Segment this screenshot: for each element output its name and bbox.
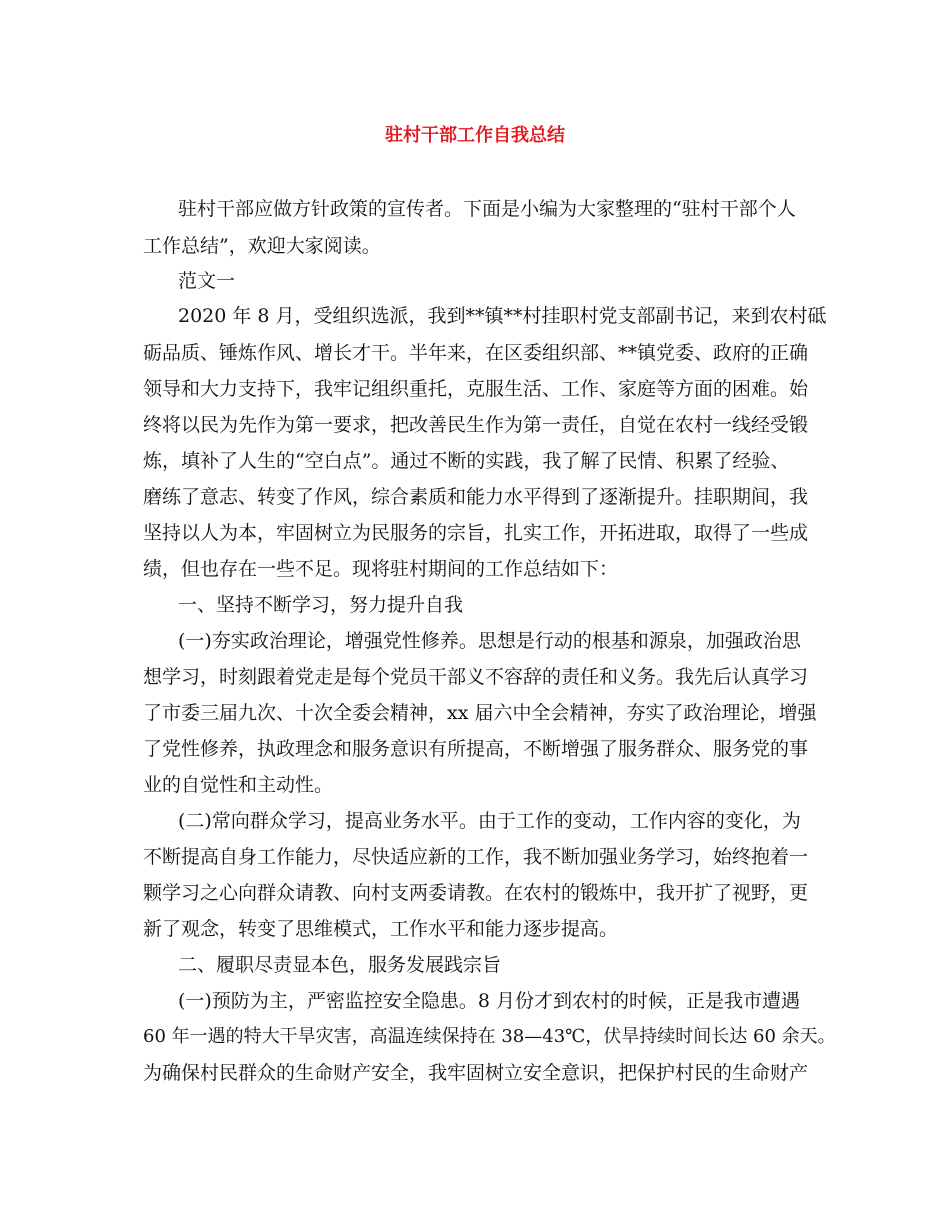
paragraph-line: 业的自觉性和主动性。 [143, 774, 334, 796]
paragraph-line: 驻村干部应做方针政策的宣传者。下面是小编为大家整理的“驻村干部个人 [178, 198, 796, 220]
paragraph-line: 炼，填补了人生的“空白点”。通过不断的实践，我了解了民情、积累了经验、 [143, 450, 790, 472]
paragraph-line: 工作总结”，欢迎大家阅读。 [143, 235, 381, 257]
paragraph-line: (一)预防为主，严密监控安全隐患。8 月份才到农村的时候，正是我市遭遇 [178, 990, 800, 1012]
paragraph-line: 新了观念，转变了思维模式，工作水平和能力逐步提高。 [143, 918, 619, 940]
paragraph-line: 磨练了意志、转变了作风，综合素质和能力水平得到了逐渐提升。挂职期间，我 [143, 486, 809, 508]
paragraph-line: 砺品质、锤炼作风、增长才干。半年来，在区委组织部、**镇党委、政府的正确 [143, 342, 809, 364]
paragraph-line: 了党性修养，执政理念和服务意识有所提高，不断增强了服务群众、服务党的事 [143, 738, 809, 760]
paragraph-line: 范文一 [178, 270, 236, 292]
paragraph-line: 不断提高自身工作能力，尽快适应新的工作，我不断加强业务学习，始终抱着一 [143, 846, 809, 868]
paragraph-line: 坚持以人为本，牢固树立为民服务的宗旨，扎实工作，开拓进取，取得了一些成 [143, 522, 809, 544]
paragraph-line: (二)常向群众学习，提高业务水平。由于工作的变动，工作内容的变化，为 [178, 810, 801, 832]
paragraph-line: 终将以民为先作为第一要求，把改善民生作为第一责任，自觉在农村一线经受锻 [143, 414, 809, 436]
section-heading: 一、坚持不断学习，努力提升自我 [178, 594, 464, 616]
document-title: 驻村干部工作自我总结 [385, 125, 565, 146]
paragraph-line: 想学习，时刻跟着党走是每个党员干部义不容辞的责任和义务。我先后认真学习 [143, 666, 809, 688]
paragraph-line: 领导和大力支持下，我牢记组织重托，克服生活、工作、家庭等方面的困难。始 [143, 378, 809, 400]
paragraph-line: 了市委三届九次、十次全委会精神，xx 届六中全会精神，夯实了政治理论，增强 [143, 702, 817, 724]
paragraph-line: 绩，但也存在一些不足。现将驻村期间的工作总结如下： [143, 558, 619, 580]
paragraph-line: 2020 年 8 月，受组织选派，我到**镇**村挂职村党支部副书记，来到农村砥 [178, 305, 827, 327]
paragraph-line: 60 年一遇的特大干旱灾害，高温连续保持在 38—43℃，伏旱持续时间长达 60 余天。 [143, 1026, 836, 1047]
section-heading: 二、履职尽责显本色，服务发展践宗旨 [178, 954, 502, 976]
paragraph-line: (一)夯实政治理论，增强党性修养。思想是行动的根基和源泉，加强政治思 [178, 630, 801, 652]
paragraph-line: 为确保村民群众的生命财产安全，我牢固树立安全意识，把保护村民的生命财产 [143, 1062, 809, 1084]
paragraph-line: 颗学习之心向群众请教、向村支两委请教。在农村的锻炼中，我开扩了视野，更 [143, 882, 809, 904]
